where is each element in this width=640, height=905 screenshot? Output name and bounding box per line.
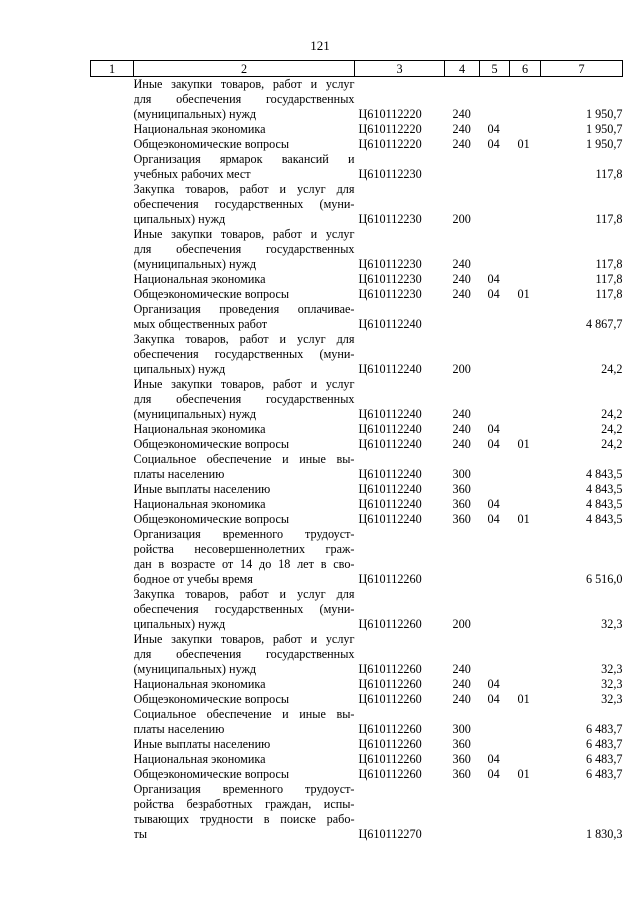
row-name-cell — [134, 452, 355, 482]
row-name-line: мых общественных работ — [133, 317, 268, 331]
table-row — [91, 272, 623, 287]
row-section-cell: 04 — [487, 137, 500, 151]
row-subsection-cell — [510, 707, 541, 737]
table-row — [91, 452, 623, 482]
table-row — [91, 782, 623, 842]
row-section-cell: 04 — [487, 422, 500, 436]
row-section-cell — [480, 182, 510, 227]
row-subsection-cell — [510, 677, 541, 692]
table-body — [91, 77, 623, 843]
row-subsection-cell — [510, 482, 541, 497]
row-subsection-cell: 01 — [517, 287, 530, 301]
table-row — [91, 227, 623, 272]
row-subsection-cell — [510, 527, 541, 587]
row-number-cell — [91, 332, 134, 377]
row-code-cell: Ц610112260 — [358, 572, 422, 586]
row-code-cell: Ц610112230 — [358, 212, 422, 226]
row-number-cell — [91, 512, 134, 527]
row-section-cell: 04 — [487, 497, 500, 511]
row-name-line: платы населению — [133, 467, 225, 481]
row-subsection-cell — [510, 272, 541, 287]
row-name-line: обеспечения государственных (муни- — [133, 602, 355, 616]
row-name-line: ципальных) нужд — [133, 212, 226, 226]
row-amount-cell: 1 950,7 — [585, 107, 623, 121]
row-section-cell — [480, 737, 510, 752]
row-amount-cell: 32,3 — [601, 662, 623, 676]
row-name-cell — [134, 287, 355, 302]
row-code-cell: Ц610112240 — [358, 317, 422, 331]
row-subsection-cell — [510, 302, 541, 332]
row-code-cell: Ц610112240 — [358, 362, 422, 376]
row-name-line: ройства несовершеннолетних граж- — [133, 542, 355, 556]
row-number-cell — [91, 707, 134, 737]
table-row — [91, 422, 623, 437]
table-row — [91, 287, 623, 302]
row-section-cell: 04 — [487, 767, 500, 781]
row-expense-type-cell: 240 — [452, 662, 471, 676]
row-name-cell — [134, 332, 355, 377]
column-header: 6 — [510, 61, 541, 77]
row-expense-type-cell: 200 — [452, 362, 471, 376]
row-amount-cell: 117,8 — [595, 272, 623, 286]
row-number-cell — [91, 782, 134, 842]
row-number-cell — [91, 767, 134, 782]
row-subsection-cell — [510, 737, 541, 752]
row-amount-cell: 1 950,7 — [585, 122, 623, 136]
column-header: 2 — [134, 61, 355, 77]
table-row — [91, 302, 623, 332]
row-name-line: Национальная экономика — [133, 752, 266, 766]
row-amount-cell: 24,2 — [601, 422, 623, 436]
row-section-cell: 04 — [487, 437, 500, 451]
row-number-cell — [91, 482, 134, 497]
row-expense-type-cell — [445, 302, 480, 332]
row-name-line: учебных рабочих мест — [133, 167, 251, 181]
row-name-line: (муниципальных) нужд — [133, 107, 257, 121]
row-code-cell: Ц610112260 — [358, 617, 422, 631]
table-row — [91, 767, 623, 782]
row-name-line: Социальное обеспечение и иные вы- — [133, 707, 355, 721]
row-name-cell — [134, 302, 355, 332]
row-name-cell — [134, 677, 355, 692]
row-name-line: Социальное обеспечение и иные вы- — [133, 452, 355, 466]
page-number: 121 — [310, 38, 330, 53]
row-expense-type-cell: 240 — [452, 407, 471, 421]
row-name-line: Иные выплаты населению — [133, 482, 271, 496]
row-name-line: для обеспечения государственных — [133, 92, 355, 106]
row-subsection-cell — [510, 377, 541, 422]
row-name-line: ципальных) нужд — [133, 362, 226, 376]
row-name-cell — [134, 737, 355, 752]
row-expense-type-cell: 360 — [452, 512, 471, 526]
row-number-cell — [91, 122, 134, 137]
row-code-cell: Ц610112260 — [358, 677, 422, 691]
row-expense-type-cell: 240 — [452, 137, 471, 151]
row-amount-cell: 32,3 — [601, 692, 623, 706]
row-expense-type-cell: 200 — [452, 212, 471, 226]
row-number-cell — [91, 452, 134, 482]
table-row — [91, 182, 623, 227]
row-number-cell — [91, 272, 134, 287]
row-subsection-cell — [510, 77, 541, 123]
row-number-cell — [91, 182, 134, 227]
row-expense-type-cell: 300 — [452, 467, 471, 481]
row-number-cell — [91, 632, 134, 677]
row-name-cell — [134, 692, 355, 707]
row-expense-type-cell: 240 — [452, 422, 471, 436]
row-section-cell: 04 — [487, 677, 500, 691]
row-name-line: для обеспечения государственных — [133, 242, 355, 256]
row-code-cell: Ц610112260 — [358, 752, 422, 766]
row-name-line: (муниципальных) нужд — [133, 257, 257, 271]
row-amount-cell: 4 867,7 — [585, 317, 623, 331]
row-expense-type-cell — [445, 152, 480, 182]
table-row — [91, 482, 623, 497]
row-section-cell — [480, 632, 510, 677]
row-number-cell — [91, 737, 134, 752]
row-name-line: платы населению — [133, 722, 225, 736]
row-code-cell: Ц610112260 — [358, 692, 422, 706]
row-number-cell — [91, 527, 134, 587]
table-header-row — [91, 61, 623, 77]
row-subsection-cell — [510, 422, 541, 437]
row-name-line: Иные закупки товаров, работ и услуг — [133, 377, 355, 391]
row-amount-cell: 6 516,0 — [585, 572, 623, 586]
row-expense-type-cell: 360 — [452, 767, 471, 781]
row-name-line: дан в возрасте от 14 до 18 лет в сво- — [133, 557, 355, 571]
row-name-cell — [134, 767, 355, 782]
column-header: 1 — [91, 61, 134, 77]
table-row — [91, 77, 623, 123]
table-row — [91, 497, 623, 512]
row-name-line: Организация проведения оплачивае- — [133, 302, 355, 316]
row-code-cell: Ц610112230 — [358, 272, 422, 286]
row-subsection-cell — [510, 782, 541, 842]
row-subsection-cell — [510, 152, 541, 182]
row-name-cell — [134, 137, 355, 152]
row-number-cell — [91, 497, 134, 512]
row-code-cell: Ц610112220 — [358, 137, 422, 151]
row-section-cell — [480, 527, 510, 587]
column-header: 5 — [480, 61, 510, 77]
row-code-cell: Ц610112260 — [358, 767, 422, 781]
row-amount-cell: 24,2 — [601, 407, 623, 421]
row-name-cell — [134, 587, 355, 632]
row-code-cell: Ц610112220 — [358, 122, 422, 136]
row-name-line: для обеспечения государственных — [133, 392, 355, 406]
row-name-cell — [134, 482, 355, 497]
row-code-cell: Ц610112260 — [358, 722, 422, 736]
row-section-cell: 04 — [487, 287, 500, 301]
row-number-cell — [91, 227, 134, 272]
row-number-cell — [91, 152, 134, 182]
row-number-cell — [91, 377, 134, 422]
row-section-cell: 04 — [487, 272, 500, 286]
row-code-cell: Ц610112230 — [358, 287, 422, 301]
budget-table — [90, 60, 623, 842]
row-expense-type-cell: 200 — [452, 617, 471, 631]
row-section-cell — [480, 152, 510, 182]
row-section-cell — [480, 782, 510, 842]
row-name-cell — [134, 752, 355, 767]
row-subsection-cell — [510, 182, 541, 227]
row-name-line: бодное от учебы время — [133, 572, 253, 586]
table-row — [91, 692, 623, 707]
row-code-cell: Ц610112220 — [358, 107, 422, 121]
table-row — [91, 137, 623, 152]
row-number-cell — [91, 422, 134, 437]
row-name-line: Организация временного трудоуст- — [133, 527, 355, 541]
row-number-cell — [91, 752, 134, 767]
row-code-cell: Ц610112240 — [358, 422, 422, 436]
row-number-cell — [91, 437, 134, 452]
row-section-cell: 04 — [487, 752, 500, 766]
row-expense-type-cell: 240 — [452, 437, 471, 451]
row-code-cell: Ц610112240 — [358, 437, 422, 451]
row-number-cell — [91, 287, 134, 302]
row-name-line: Общеэкономические вопросы — [133, 437, 290, 451]
row-expense-type-cell: 240 — [452, 107, 471, 121]
row-name-cell — [134, 182, 355, 227]
table-row — [91, 632, 623, 677]
row-name-line: Закупка товаров, работ и услуг для — [133, 182, 355, 196]
row-subsection-cell — [510, 497, 541, 512]
row-section-cell — [480, 377, 510, 422]
row-amount-cell: 32,3 — [601, 677, 623, 691]
row-name-line: Общеэкономические вопросы — [133, 512, 290, 526]
row-code-cell: Ц610112260 — [358, 662, 422, 676]
row-expense-type-cell: 300 — [452, 722, 471, 736]
row-name-cell — [134, 632, 355, 677]
table-row — [91, 512, 623, 527]
row-name-cell — [134, 227, 355, 272]
row-amount-cell: 4 843,5 — [585, 482, 623, 496]
column-header: 4 — [445, 61, 480, 77]
row-number-cell — [91, 302, 134, 332]
row-section-cell — [480, 77, 510, 123]
row-name-line: ципальных) нужд — [133, 617, 226, 631]
row-name-cell — [134, 422, 355, 437]
row-expense-type-cell — [445, 782, 480, 842]
row-number-cell — [91, 587, 134, 632]
row-section-cell — [480, 707, 510, 737]
row-name-cell — [134, 782, 355, 842]
row-name-line: Организация ярмарок вакансий и — [133, 152, 355, 166]
row-expense-type-cell — [445, 527, 480, 587]
row-name-line: ты — [133, 827, 148, 841]
row-amount-cell: 32,3 — [601, 617, 623, 631]
row-section-cell — [480, 587, 510, 632]
row-subsection-cell: 01 — [517, 692, 530, 706]
row-name-line: Организация временного трудоуст- — [133, 782, 355, 796]
row-code-cell: Ц610112240 — [358, 512, 422, 526]
row-amount-cell: 6 483,7 — [585, 767, 623, 781]
row-amount-cell: 117,8 — [595, 257, 623, 271]
row-name-line: Иные закупки товаров, работ и услуг — [133, 632, 355, 646]
row-section-cell: 04 — [487, 122, 500, 136]
row-subsection-cell: 01 — [517, 512, 530, 526]
table-row — [91, 587, 623, 632]
row-amount-cell: 24,2 — [601, 437, 623, 451]
row-name-cell — [134, 707, 355, 737]
table-row — [91, 752, 623, 767]
row-name-line: Национальная экономика — [133, 122, 266, 136]
row-code-cell: Ц610112240 — [358, 497, 422, 511]
row-subsection-cell: 01 — [517, 137, 530, 151]
row-number-cell — [91, 137, 134, 152]
row-amount-cell: 6 483,7 — [585, 722, 623, 736]
row-subsection-cell — [510, 332, 541, 377]
row-name-line: Общеэкономические вопросы — [133, 692, 290, 706]
row-name-line: Национальная экономика — [133, 677, 266, 691]
row-number-cell — [91, 677, 134, 692]
row-name-line: Национальная экономика — [133, 497, 266, 511]
column-header: 3 — [355, 61, 445, 77]
row-name-cell — [134, 527, 355, 587]
row-subsection-cell — [510, 452, 541, 482]
row-name-line: ройства безработных граждан, испы- — [133, 797, 355, 811]
row-name-cell — [134, 497, 355, 512]
row-expense-type-cell: 240 — [452, 272, 471, 286]
row-number-cell — [91, 692, 134, 707]
row-name-line: (муниципальных) нужд — [133, 662, 257, 676]
row-expense-type-cell: 240 — [452, 692, 471, 706]
row-name-line: Общеэкономические вопросы — [133, 287, 290, 301]
row-amount-cell: 4 843,5 — [585, 512, 623, 526]
row-name-line: Национальная экономика — [133, 272, 266, 286]
row-amount-cell: 24,2 — [601, 362, 623, 376]
row-amount-cell: 117,8 — [595, 212, 623, 226]
row-code-cell: Ц610112230 — [358, 257, 422, 271]
row-section-cell — [480, 482, 510, 497]
row-section-cell — [480, 452, 510, 482]
row-expense-type-cell: 360 — [452, 752, 471, 766]
row-name-line: (муниципальных) нужд — [133, 407, 257, 421]
row-name-cell — [134, 122, 355, 137]
row-subsection-cell: 01 — [517, 437, 530, 451]
row-section-cell — [480, 302, 510, 332]
table-row — [91, 437, 623, 452]
row-name-line: тывающих трудности в поиске рабо- — [133, 812, 355, 826]
table-row — [91, 332, 623, 377]
row-subsection-cell — [510, 122, 541, 137]
row-code-cell: Ц610112240 — [358, 482, 422, 496]
row-name-line: Иные закупки товаров, работ и услуг — [133, 227, 355, 241]
row-amount-cell: 6 483,7 — [585, 737, 623, 751]
row-name-cell — [134, 272, 355, 287]
row-expense-type-cell: 240 — [452, 677, 471, 691]
row-name-line: для обеспечения государственных — [133, 647, 355, 661]
row-name-cell — [134, 77, 355, 123]
table-row — [91, 122, 623, 137]
row-expense-type-cell: 360 — [452, 482, 471, 496]
table-row — [91, 527, 623, 587]
row-section-cell — [480, 227, 510, 272]
row-number-cell — [91, 77, 134, 123]
row-section-cell — [480, 332, 510, 377]
row-name-cell — [134, 437, 355, 452]
row-name-line: обеспечения государственных (муни- — [133, 347, 355, 361]
table-row — [91, 737, 623, 752]
row-amount-cell: 117,8 — [595, 287, 623, 301]
row-expense-type-cell: 360 — [452, 497, 471, 511]
row-code-cell: Ц610112230 — [358, 167, 422, 181]
row-expense-type-cell: 240 — [452, 257, 471, 271]
row-expense-type-cell: 240 — [452, 122, 471, 136]
row-code-cell: Ц610112260 — [358, 737, 422, 751]
row-name-line: Закупка товаров, работ и услуг для — [133, 332, 355, 346]
row-name-line: Общеэкономические вопросы — [133, 137, 290, 151]
row-subsection-cell — [510, 752, 541, 767]
row-code-cell: Ц610112240 — [358, 407, 422, 421]
row-name-line: Общеэкономические вопросы — [133, 767, 290, 781]
row-amount-cell: 4 843,5 — [585, 467, 623, 481]
row-subsection-cell — [510, 632, 541, 677]
row-amount-cell: 117,8 — [595, 167, 623, 181]
row-code-cell: Ц610112240 — [358, 467, 422, 481]
row-name-line: Иные закупки товаров, работ и услуг — [133, 77, 355, 91]
row-expense-type-cell: 240 — [452, 287, 471, 301]
row-name-line: Национальная экономика — [133, 422, 266, 436]
table-row — [91, 677, 623, 692]
row-name-line: обеспечения государственных (муни- — [133, 197, 355, 211]
row-name-cell — [134, 377, 355, 422]
column-header: 7 — [541, 61, 623, 77]
row-amount-cell: 6 483,7 — [585, 752, 623, 766]
row-name-cell — [134, 152, 355, 182]
row-subsection-cell: 01 — [517, 767, 530, 781]
row-amount-cell: 4 843,5 — [585, 497, 623, 511]
table-row — [91, 377, 623, 422]
row-amount-cell: 1 830,3 — [585, 827, 623, 841]
row-expense-type-cell: 360 — [452, 737, 471, 751]
table-row — [91, 707, 623, 737]
row-section-cell: 04 — [487, 512, 500, 526]
table-row — [91, 152, 623, 182]
row-section-cell: 04 — [487, 692, 500, 706]
row-name-cell — [134, 512, 355, 527]
row-code-cell: Ц610112270 — [358, 827, 422, 841]
row-subsection-cell — [510, 587, 541, 632]
row-name-line: Иные выплаты населению — [133, 737, 271, 751]
row-subsection-cell — [510, 227, 541, 272]
row-name-line: Закупка товаров, работ и услуг для — [133, 587, 355, 601]
row-amount-cell: 1 950,7 — [585, 137, 623, 151]
